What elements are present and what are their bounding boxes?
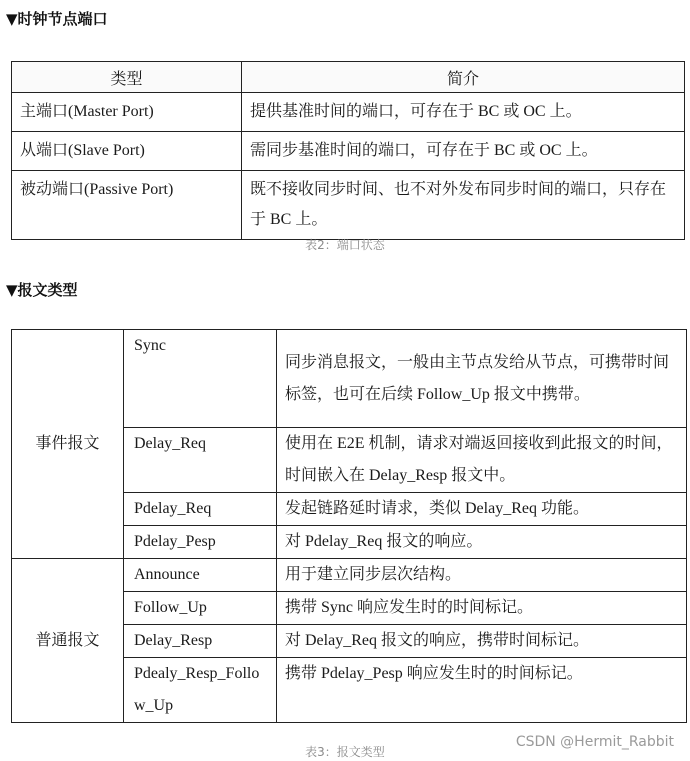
message-name-cell: Delay_Resp xyxy=(124,625,277,658)
message-name-cell: Pdelay_Req xyxy=(124,493,277,526)
port-type-cell: 主端口(Master Port) xyxy=(12,93,242,132)
message-desc-cell: 携带 Pdelay_Pesp 响应发生时的时间标记。 xyxy=(277,658,687,723)
table-caption-messages: 表3：报文类型 xyxy=(305,745,385,759)
message-desc-cell: 携带 Sync 响应发生时的时间标记。 xyxy=(277,592,687,625)
message-name-cell: Pdealy_Resp_Follow_Up xyxy=(124,658,277,723)
message-desc-cell: 使用在 E2E 机制，请求对端返回接收到此报文的时间，时间嵌入在 Delay_Resp 报文中。 xyxy=(277,428,687,493)
table-row xyxy=(12,93,685,132)
port-desc-cell: 既不接收同步时间、也不对外发布同步时间的端口，只存在于 BC 上。 xyxy=(242,171,685,240)
category-cell: 普通报文 xyxy=(12,559,124,723)
port-status-table xyxy=(11,61,685,240)
message-name-cell: Sync xyxy=(124,330,277,428)
table-row xyxy=(12,132,685,171)
table-row xyxy=(12,330,687,428)
message-name-cell: Follow_Up xyxy=(124,592,277,625)
watermark: CSDN @Hermit_Rabbit xyxy=(515,734,674,750)
port-type-cell: 从端口(Slave Port) xyxy=(12,132,242,171)
table-header-row xyxy=(12,62,685,93)
table-row xyxy=(12,559,687,592)
port-desc-cell: 需同步基准时间的端口，可存在于 BC 或 OC 上。 xyxy=(242,132,685,171)
message-desc-cell: 发起链路延时请求，类似 Delay_Req 功能。 xyxy=(277,493,687,526)
message-desc-cell: 对 Delay_Req 报文的响应，携带时间标记。 xyxy=(277,625,687,658)
port-desc-cell: 提供基准时间的端口，可存在于 BC 或 OC 上。 xyxy=(242,93,685,132)
message-types-table xyxy=(11,329,687,723)
message-desc-cell: 用于建立同步层次结构。 xyxy=(277,559,687,592)
port-type-cell: 被动端口(Passive Port) xyxy=(12,171,242,240)
table-caption-ports: 表2：端口状态 xyxy=(305,238,385,252)
section-heading-message-types: ▼报文类型 xyxy=(6,281,78,299)
header-description: 简介 xyxy=(242,62,685,93)
message-name-cell: Delay_Req xyxy=(124,428,277,493)
category-cell: 事件报文 xyxy=(12,330,124,559)
message-name-cell: Announce xyxy=(124,559,277,592)
table-row xyxy=(12,171,685,240)
message-desc-cell: 对 Pdelay_Req 报文的响应。 xyxy=(277,526,687,559)
message-desc-cell: 同步消息报文，一般由主节点发给从节点，可携带时间标签，也可在后续 Follow_Up 报文中携带。 xyxy=(277,330,687,428)
message-name-cell: Pdelay_Pesp xyxy=(124,526,277,559)
section-heading-clock-ports: ▼时钟节点端口 xyxy=(6,10,108,28)
header-type: 类型 xyxy=(12,62,242,93)
